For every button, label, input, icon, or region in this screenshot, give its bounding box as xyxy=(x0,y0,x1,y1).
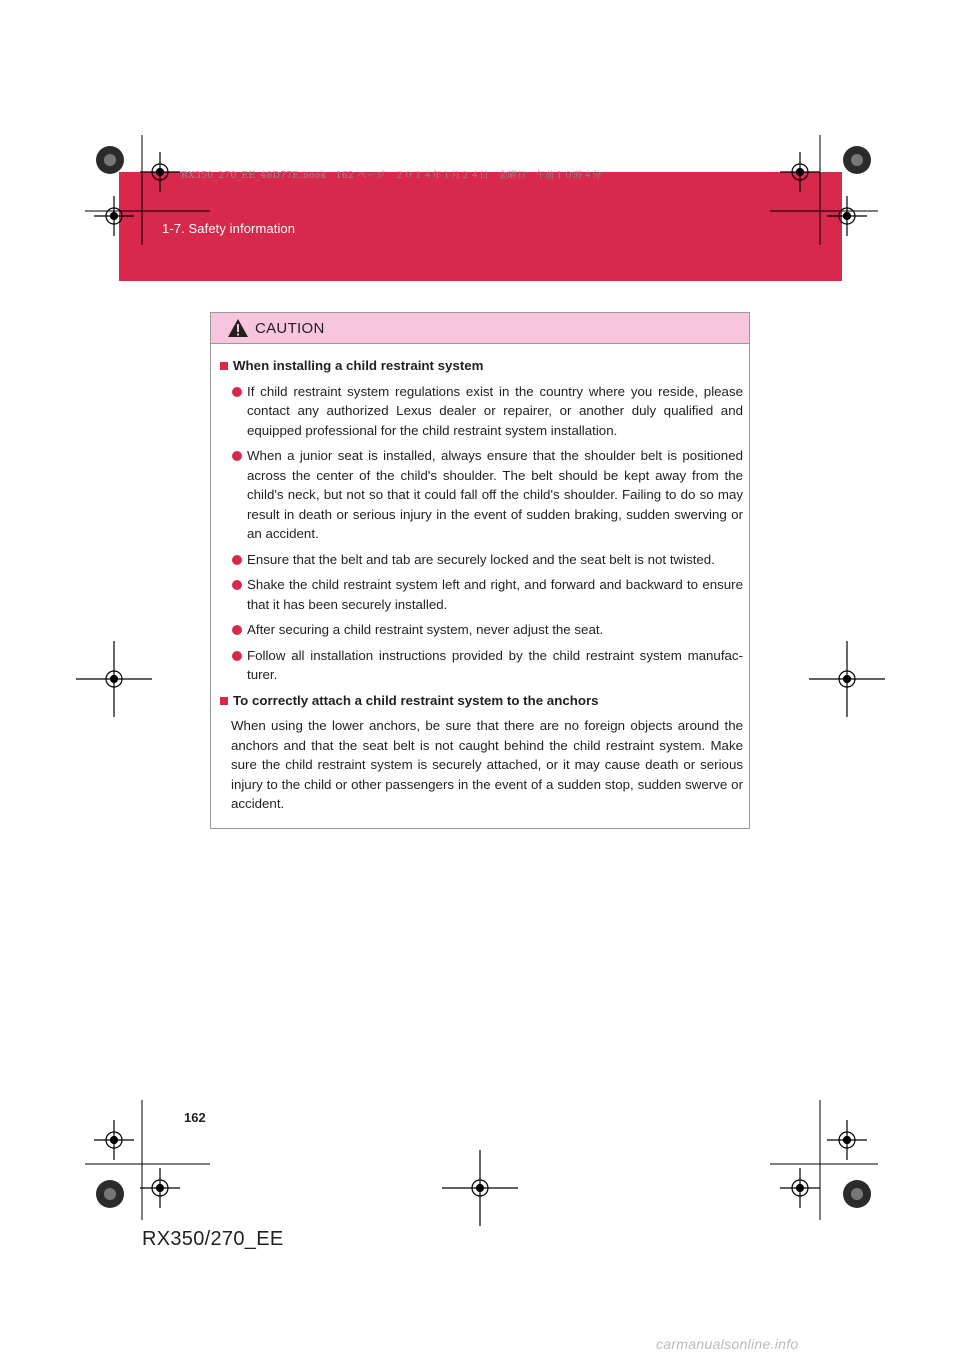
watermark: carmanualsonline.info xyxy=(656,1336,799,1352)
square-bullet-icon xyxy=(220,362,228,370)
square-bullet-icon xyxy=(220,697,228,705)
round-bullet-icon xyxy=(232,555,242,565)
round-bullet-icon xyxy=(232,580,242,590)
list-item: When a junior seat is installed, always ensure that the shoulder belt is positioned across the center of the child's shoulder. The belt should be kept away from the child's neck, but not so that it could fall off the child's shoulder. Failing to do so may result in death or serious injury in the event of sudden braking, sudden swerving or an accident. xyxy=(232,446,743,544)
round-bullet-icon xyxy=(232,387,242,397)
section-paragraph: When using the lower anchors, be sure that there are no foreign objects around the anchors and that the seat belt is not caught behind the child restraint system. Make sure the child restraint system is securely attached, or it may cause death or serious injury to the child or other passengers in the event of a sudden stop, sudden swerve or accident. xyxy=(231,718,743,811)
print-metadata: RX350_270_EE_48D77E.book 162 ページ ２０１４年１月２４日 金曜日 午前１０時４分 xyxy=(181,171,602,181)
section-heading: To correctly attach a child restraint system to the anchors xyxy=(220,691,743,711)
round-bullet-icon xyxy=(232,651,242,661)
warning-triangle-icon xyxy=(227,318,249,338)
list-item: If child restraint system regulations exist in the country where you reside, please contact any authorized Lexus dealer or repairer, or another duly qualified and equipped professional for the child restraint system installation. xyxy=(232,382,743,441)
list-item: Follow all installation instructions provided by the child restraint system manufac-turer. xyxy=(232,646,743,685)
list-item: Ensure that the belt and tab are securely locked and the seat belt is not twisted. xyxy=(232,550,743,570)
section-title: 1-7. Safety information xyxy=(162,221,296,236)
caution-header xyxy=(211,313,749,344)
caution-body xyxy=(211,344,749,814)
round-bullet-icon xyxy=(232,451,242,461)
round-bullet-icon xyxy=(232,625,242,635)
list-item: After securing a child restraint system, never adjust the seat. xyxy=(232,620,743,640)
model-id: RX350/270_EE xyxy=(142,1228,284,1250)
caution-box xyxy=(210,312,750,829)
caution-section-anchors xyxy=(220,691,743,814)
caution-title: CAUTION xyxy=(255,319,325,337)
section-heading: When installing a child restraint system xyxy=(220,356,743,376)
caution-section-installing xyxy=(220,356,743,685)
page-number: 162 xyxy=(184,1110,206,1125)
list-item: Shake the child restraint system left and right, and forward and backward to ensure that it has been securely installed. xyxy=(232,575,743,614)
